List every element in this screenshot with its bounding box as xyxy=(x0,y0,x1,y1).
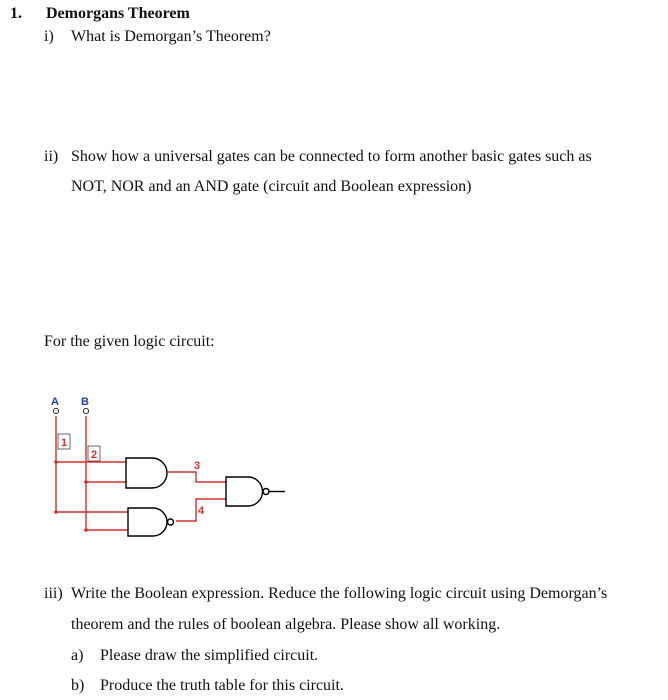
part-i-label: i) xyxy=(44,28,54,45)
junction-b-1 xyxy=(84,480,88,484)
part-iii-line-1: Write the Boolean expression. Reduce the following logic circuit using Demorgan’s xyxy=(71,585,608,602)
wire-label-3: 3 xyxy=(194,460,201,472)
nand-inversion-bubble xyxy=(168,519,174,525)
nand-gate xyxy=(128,508,167,536)
part-ii-line-2: NOT, NOR and an AND gate (circuit and Boolean expression) xyxy=(71,178,472,195)
wire-label-4: 4 xyxy=(198,505,205,517)
input-a-terminal xyxy=(53,408,58,413)
question-title: Demorgans Theorem xyxy=(46,5,190,22)
wire-3 xyxy=(168,472,226,482)
final-inversion-bubble xyxy=(263,489,269,495)
question-number: 1. xyxy=(10,5,22,22)
part-iii-line-2: theorem and the rules of boolean algebra. Please show all working. xyxy=(71,616,501,633)
part-iii-a-text: Please draw the simplified circuit. xyxy=(100,647,319,664)
input-terminals xyxy=(53,408,88,413)
part-iii-b-label: b) xyxy=(71,677,85,694)
junction-a-1 xyxy=(54,460,58,464)
input-b-label: B xyxy=(81,396,89,408)
junction-a-2 xyxy=(54,510,58,514)
input-b-terminal xyxy=(83,408,88,413)
junction-b-2 xyxy=(84,528,88,532)
wire-label-2: 2 xyxy=(91,449,98,461)
circuit-intro: For the given logic circuit: xyxy=(44,333,215,350)
wire-label-1: 1 xyxy=(61,437,68,449)
part-iii-a-label: a) xyxy=(71,647,84,664)
part-iii-b-text: Produce the truth table for this circuit. xyxy=(100,677,344,694)
part-ii-line-1: Show how a universal gates can be connected to form another basic gates such as xyxy=(71,148,592,165)
input-a-label: A xyxy=(51,396,59,408)
final-nand-gate xyxy=(226,477,263,506)
part-ii-label: ii) xyxy=(44,148,59,165)
part-i-text: What is Demorgan’s Theorem? xyxy=(71,28,271,45)
part-iii-label: iii) xyxy=(44,585,63,602)
wire-junctions xyxy=(54,460,88,532)
and-gate xyxy=(126,458,167,488)
